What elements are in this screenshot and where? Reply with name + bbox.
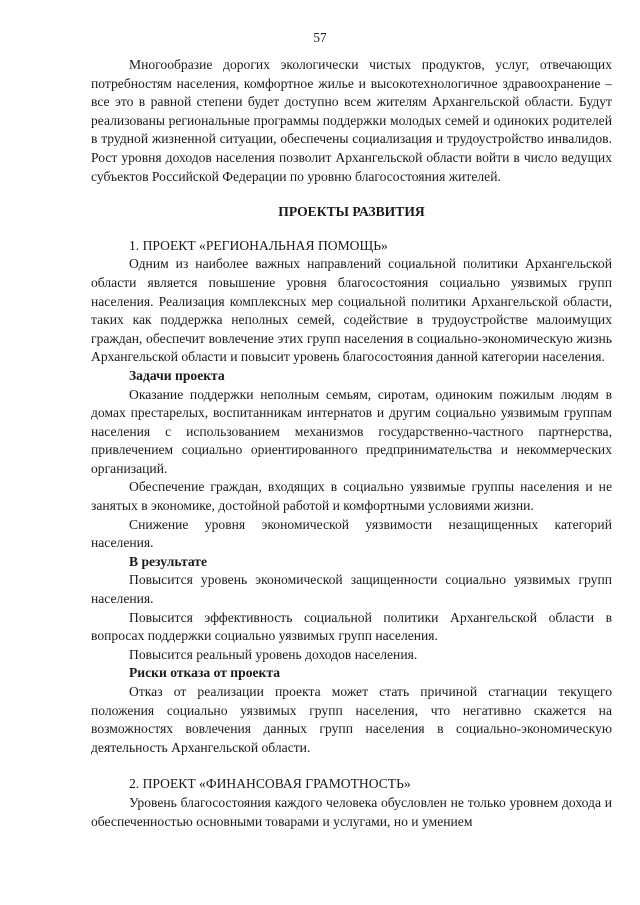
- page-body: [91, 56, 612, 831]
- section-spacer: [91, 757, 612, 775]
- project-1-intro: Одним из наиболее важных направлений социальной политики Архангельской области является повышение уровня благосостояния социально уязвимых групп населения. Реализация комплексных мер социальной политики Архангельской области, таких как поддержка неполных семей, содействие в трудоустройстве малоимущих граждан, обеспечит вовлечение этих групп населения в социально-экономическую жизнь Архангельской области и повысит уровень благосостояния данной категории населения.: [91, 256, 612, 365]
- result-paragraph: Повысится уровень экономической защищенности социально уязвимых групп населения.: [91, 572, 612, 607]
- project-1-title: 1. ПРОЕКТ «РЕГИОНАЛЬНАЯ ПОМОЩЬ»: [129, 237, 388, 253]
- result-paragraph: Повысится эффективность социальной политики Архангельской области в вопросах поддержки социально уязвимых групп населения.: [91, 609, 612, 644]
- risks-paragraph: Отказ от реализации проекта может стать причиной стагнации текущего положения социально уязвимых групп населения, что негативно скажется на возможностях вовлечения данных групп населения в социально-экономическую деятельность Архангельской области.: [91, 684, 612, 755]
- task-paragraph: Снижение уровня экономической уязвимости незащищенных категорий населения.: [91, 516, 612, 551]
- task-paragraph: Оказание поддержки неполным семьям, сиротам, одиноким пожилым людям в домах престарелых, воспитанникам интернатов и другим социально уязвимым группам населения с использованием механизмов государственно-частного партнерства, привлечением социально ориентированного предпринимательства и некоммерческих организаций.: [91, 386, 612, 476]
- risks-heading: Риски отказа от проекта: [129, 665, 280, 681]
- section-heading: ПРОЕКТЫ РАЗВИТИЯ: [278, 204, 425, 220]
- tasks-heading: Задачи проекта: [129, 367, 225, 383]
- result-paragraph: Повысится реальный уровень доходов населения.: [129, 646, 418, 662]
- project-2-intro: Уровень благосостояния каждого человека обусловлен не только уровнем дохода и обеспеченностью основными товарами и услугами, но и умением: [91, 794, 612, 829]
- results-heading: В результате: [129, 553, 207, 569]
- project-2-title: 2. ПРОЕКТ «ФИНАНСОВАЯ ГРАМОТНОСТЬ»: [129, 776, 411, 792]
- intro-paragraph: Многообразие дорогих экологически чистых продуктов, услуг, отвечающих потребностям населения, комфортное жилье и высокотехнологичное здравоохранение – все это в равной степени будет доступно всем жителям Архангельской области. Будут реализованы региональные программы поддержки молодых семей и одиноких родителей в трудной жизненной ситуации, обеспечены социализация и трудоустройство инвалидов. Рост уровня доходов населения позволит Архангельской области войти в число ведущих субъектов Российской Федерации по уровню благосостояния жителей.: [91, 57, 612, 184]
- page-number: 57: [313, 30, 327, 45]
- task-paragraph: Обеспечение граждан, входящих в социально уязвимые группы населения и не занятых в экономике, достойной работой и комфортными условиями жизни.: [91, 479, 612, 514]
